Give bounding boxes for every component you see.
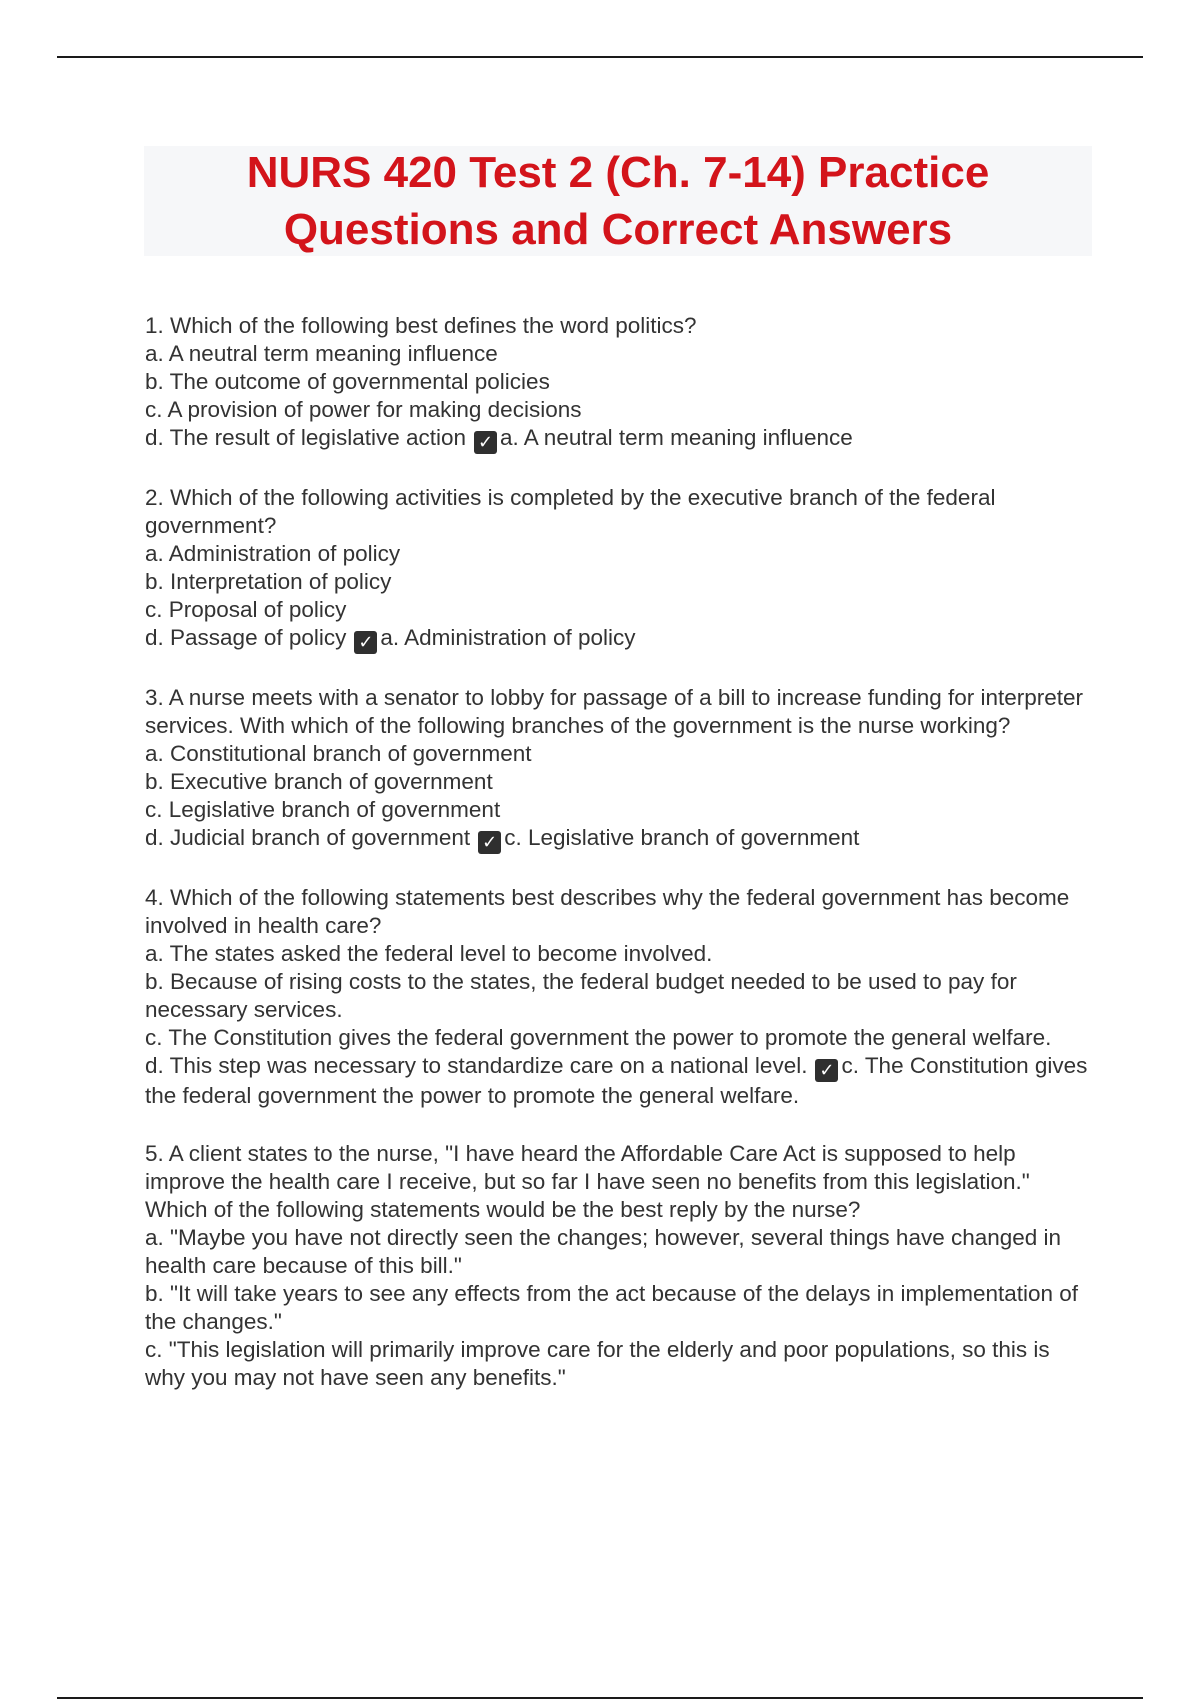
option-b: b. Because of rising costs to the states, the federal budget needed to be used to pay for necessary services.	[145, 969, 1017, 1022]
question-4	[145, 884, 1095, 1110]
option-b: b. The outcome of governmental policies	[145, 369, 550, 394]
checkmark-icon: ✓	[354, 631, 377, 654]
question-5	[145, 1140, 1095, 1392]
option-c: c. The Constitution gives the federal government the power to promote the general welfare.	[145, 1025, 1052, 1050]
question-1	[145, 312, 1095, 454]
option-a: a. Constitutional branch of government	[145, 741, 532, 766]
option-d-with-answer	[145, 824, 1095, 854]
checkmark-icon: ✓	[474, 431, 497, 454]
option-c: c. A provision of power for making decisions	[145, 397, 582, 422]
bottom-rule	[57, 1697, 1143, 1699]
question-stem: 4. Which of the following statements best describes why the federal government has become involved in health care?	[145, 885, 1070, 938]
question-stem: 2. Which of the following activities is completed by the executive branch of the federal government?	[145, 485, 996, 538]
question-2	[145, 484, 1095, 654]
top-rule	[57, 56, 1143, 58]
option-d: d. Judicial branch of government	[145, 825, 471, 850]
question-list	[145, 312, 1095, 1422]
question-stem: 1. Which of the following best defines the word politics?	[145, 313, 697, 338]
correct-answer: c. The Constitution gives the federal government the power to promote the general welfare.	[145, 1053, 1088, 1108]
option-b: b. Interpretation of policy	[145, 569, 392, 594]
option-d-with-answer	[145, 424, 1095, 454]
page-title-line-1: NURS 420 Test 2 (Ch. 7-14) Practice	[246, 148, 990, 197]
checkmark-icon: ✓	[815, 1059, 838, 1082]
option-a: a. "Maybe you have not directly seen the changes; however, several things have changed in health care because of this bill."	[145, 1225, 1062, 1278]
question-3	[145, 684, 1095, 854]
checkmark-icon: ✓	[478, 831, 501, 854]
option-b: b. "It will take years to see any effects from the act because of the delays in implementation of the changes."	[145, 1281, 1079, 1334]
option-c: c. Proposal of policy	[145, 597, 347, 622]
option-d: d. Passage of policy	[145, 625, 347, 650]
question-stem: 5. A client states to the nurse, "I have heard the Affordable Care Act is supposed to help improve the health care I receive, but so far I have seen no benefits from this legislation." Which of the following statements would be the best reply by the nurse?	[145, 1141, 1030, 1222]
question-stem: 3. A nurse meets with a senator to lobby for passage of a bill to increase funding for interpreter services. With which of the following branches of the government is the nurse working?	[145, 685, 1084, 738]
option-a: a. Administration of policy	[145, 541, 401, 566]
correct-answer: a. Administration of policy	[380, 625, 636, 650]
option-b: b. Executive branch of government	[145, 769, 493, 794]
option-d-with-answer	[145, 1052, 1095, 1110]
page-title-line-2: Questions and Correct Answers	[283, 205, 953, 254]
option-a: a. The states asked the federal level to become involved.	[145, 941, 713, 966]
option-d-with-answer	[145, 624, 1095, 654]
correct-answer: c. Legislative branch of government	[504, 825, 860, 850]
option-d: d. The result of legislative action	[145, 425, 467, 450]
option-d: d. This step was necessary to standardize care on a national level.	[145, 1053, 808, 1078]
correct-answer: a. A neutral term meaning influence	[500, 425, 853, 450]
option-a: a. A neutral term meaning influence	[145, 341, 498, 366]
title-banner	[144, 146, 1092, 256]
option-c: c. "This legislation will primarily improve care for the elderly and poor populations, so this is why you may not have seen any benefits."	[145, 1337, 1050, 1390]
option-c: c. Legislative branch of government	[145, 797, 501, 822]
